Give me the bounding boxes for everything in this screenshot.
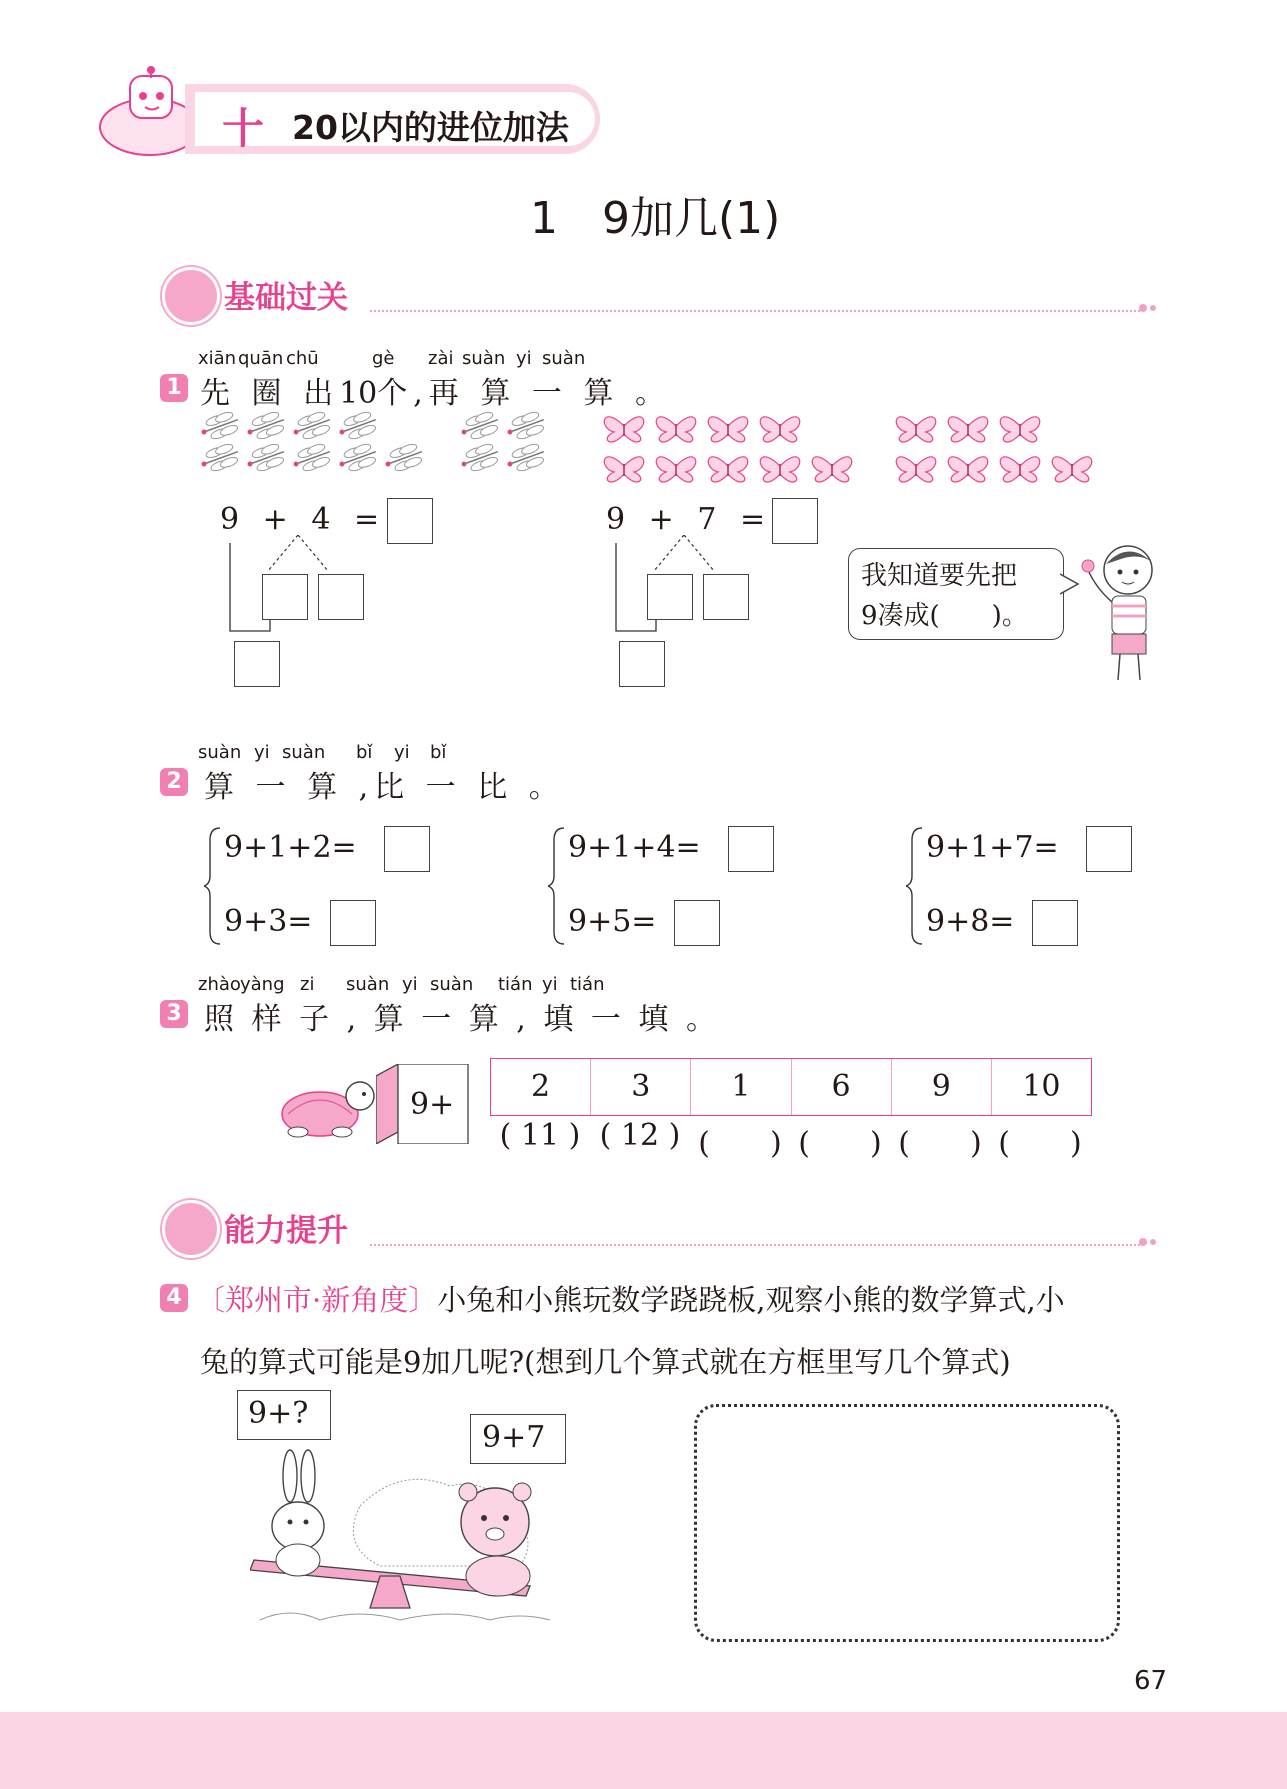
q1-text-a: 先 圈 出 <box>200 376 340 411</box>
bear-label: 9+7 <box>482 1420 546 1455</box>
boy-icon <box>1078 540 1168 690</box>
butterfly-icon <box>604 417 643 442</box>
answer-box[interactable] <box>1086 826 1132 872</box>
butterfly-icon <box>656 457 695 482</box>
pinyin: tián <box>498 974 533 995</box>
pinyin: suàn <box>542 348 586 369</box>
section-boy-icon <box>162 1200 220 1258</box>
speech-bubble <box>848 548 1064 640</box>
butterfly-icon <box>1000 417 1039 442</box>
brace-icon <box>548 826 568 946</box>
butterfly-icon <box>708 417 747 442</box>
q2-group-2 <box>548 820 798 950</box>
butterfly-icon <box>604 457 643 482</box>
q3-answer-cell[interactable]: ( ) <box>898 1126 982 1161</box>
answer-box[interactable] <box>262 574 308 620</box>
butterfly-icon <box>896 457 935 482</box>
pinyin: suàn <box>462 348 506 369</box>
q2-eq-top: 9+1+2= <box>224 830 357 865</box>
seesaw-scene-icon <box>250 1436 570 1636</box>
pinyin: yi <box>542 974 558 995</box>
answer-box[interactable] <box>772 498 818 544</box>
pinyin: bǐ <box>430 742 447 763</box>
answer-box[interactable] <box>647 574 693 620</box>
answer-box[interactable] <box>384 826 430 872</box>
eq-operand: 7 <box>697 502 717 537</box>
butterfly-icon <box>760 457 799 482</box>
page-number: 67 <box>1134 1666 1168 1696</box>
speech-line-1: 我知道要先把 <box>861 561 1018 591</box>
lesson-title: 1 9加几(1) <box>530 193 781 244</box>
rabbit-label: 9+? <box>248 1396 309 1431</box>
answer-box[interactable] <box>619 641 665 687</box>
q4-source-tag: 〔郑州市·新角度〕 <box>196 1283 438 1317</box>
pinyin: bǐ <box>356 742 373 763</box>
q3-input-cell: 10 <box>1022 1069 1061 1104</box>
question-number-4: 4 <box>160 1284 188 1312</box>
dragonfly-group-icon <box>196 410 556 490</box>
q2-eq-top: 9+1+7= <box>926 830 1059 865</box>
dragonfly-icon <box>458 410 502 443</box>
speech-line-2: 9凑成( )。 <box>861 601 1028 631</box>
speech-tail <box>1060 570 1080 600</box>
q1-pinyin-row <box>198 348 618 370</box>
divider-dots-icon <box>1138 1234 1158 1250</box>
q3-input-cell: 1 <box>691 1059 791 1115</box>
q3-answer-cell[interactable]: ( ) <box>998 1126 1082 1161</box>
q3-input-table <box>490 1058 1092 1116</box>
q3-answer-cell[interactable]: ( ) <box>698 1126 782 1161</box>
q2-group-3 <box>906 820 1156 950</box>
pinyin: zhào <box>198 974 241 995</box>
butterfly-icon <box>760 417 799 442</box>
dragonfly-icon <box>198 441 242 475</box>
answer-box[interactable] <box>387 498 433 544</box>
answer-box[interactable] <box>318 574 364 620</box>
pinyin: yi <box>254 742 270 763</box>
butterfly-icon <box>896 417 935 442</box>
turtle-icon <box>272 1066 376 1142</box>
pinyin: tián <box>570 974 605 995</box>
section-divider <box>370 1244 1140 1246</box>
eq-operator: + <box>648 502 674 537</box>
question-number-1: 1 <box>160 374 188 402</box>
answer-box[interactable] <box>674 900 720 946</box>
answer-box[interactable] <box>234 641 280 687</box>
eq-operand: 9 <box>606 502 626 537</box>
brace-icon <box>906 826 926 946</box>
q3-answer-row <box>490 1118 1090 1162</box>
q2-eq-bottom: 9+3= <box>224 904 313 939</box>
section-title-advanced: 能力提升 <box>224 1213 348 1249</box>
eq-operator: + <box>262 502 288 537</box>
pinyin: suàn <box>430 974 474 995</box>
q1-text-num: 10 <box>339 376 378 411</box>
pinyin: quān <box>238 348 284 369</box>
answer-box[interactable] <box>703 574 749 620</box>
pinyin: zài <box>428 348 454 369</box>
dragonfly-icon <box>336 410 380 443</box>
q4-text-a: 小兔和小熊玩数学跷跷板,观察小熊的数学算式,小 <box>437 1283 1065 1317</box>
dragonfly-icon <box>244 441 288 475</box>
q4-text-line1 <box>196 1278 1065 1319</box>
q3-input-cell: 9 <box>892 1059 992 1115</box>
pinyin: yi <box>394 742 410 763</box>
q3-input-cell: 6 <box>792 1059 892 1115</box>
butterfly-icon <box>656 417 695 442</box>
eq-equals: = <box>353 502 380 537</box>
q3-pinyin-row <box>198 974 638 996</box>
dragonfly-icon <box>504 441 548 475</box>
q2-eq-top: 9+1+4= <box>568 830 701 865</box>
answer-box[interactable] <box>728 826 774 872</box>
dragonfly-icon <box>290 441 334 475</box>
pinyin: yàng <box>240 974 285 995</box>
answer-box[interactable] <box>330 900 376 946</box>
q2-text: 算 一 算 ,比 一 比 。 <box>204 770 565 805</box>
eq-operand: 9 <box>220 502 240 537</box>
chapter-title: 20以内的进位加法 <box>292 108 569 147</box>
dragonfly-icon <box>458 441 502 475</box>
q3-answer-cell[interactable]: ( 11 ) <box>499 1118 581 1153</box>
q2-eq-bottom: 9+8= <box>926 904 1015 939</box>
butterfly-group-icon <box>598 406 1098 490</box>
section-title-basic: 基础过关 <box>224 280 348 316</box>
pinyin: gè <box>372 348 395 369</box>
brace-icon <box>204 826 224 946</box>
eq-operand: 4 <box>311 502 331 537</box>
chapter-number: 十 <box>222 104 265 153</box>
q2-group-1 <box>204 820 454 950</box>
butterfly-icon <box>708 457 747 482</box>
q3-answer-cell[interactable]: ( ) <box>798 1126 882 1161</box>
q3-prefix: 9+ <box>410 1087 455 1122</box>
section-divider <box>370 310 1140 312</box>
q4-text-line2: 兔的算式可能是9加几呢?(想到几个算式就在方框里写几个算式) <box>200 1345 1011 1379</box>
pinyin: suàn <box>346 974 390 995</box>
pinyin: yi <box>516 348 532 369</box>
pinyin: suàn <box>282 742 326 763</box>
mascot-icon <box>90 62 200 162</box>
section-girl-icon <box>162 267 220 325</box>
divider-dots-icon <box>1138 300 1158 316</box>
dragonfly-icon <box>290 410 334 443</box>
dragonfly-icon <box>336 441 380 475</box>
butterfly-icon <box>948 417 987 442</box>
pinyin: xiān <box>198 348 237 369</box>
answer-box[interactable] <box>1032 900 1078 946</box>
dragonfly-icon <box>504 410 548 443</box>
question-number-2: 2 <box>160 768 188 796</box>
butterfly-icon <box>1052 457 1091 482</box>
dragonfly-icon <box>382 441 426 475</box>
answer-area[interactable] <box>694 1404 1120 1642</box>
butterfly-icon <box>812 457 851 482</box>
q3-text: 照 样 子 , 算 一 算 , 填 一 填 。 <box>204 1002 720 1037</box>
q3-input-cell: 2 <box>491 1059 591 1115</box>
question-number-3: 3 <box>160 1000 188 1028</box>
q2-eq-bottom: 9+5= <box>568 904 657 939</box>
pinyin: yi <box>402 974 418 995</box>
pinyin: suàn <box>198 742 242 763</box>
q3-answer-cell[interactable]: ( 12 ) <box>599 1118 681 1153</box>
pinyin: chū <box>286 348 319 369</box>
q1-text-b: 个,再 算 一 算 。 <box>377 376 671 411</box>
q2-pinyin-row <box>198 742 498 764</box>
dragonfly-icon <box>244 410 288 443</box>
butterfly-icon <box>1000 457 1039 482</box>
q3-input-cell: 3 <box>591 1059 691 1115</box>
pinyin: zi <box>300 974 315 995</box>
footer-band <box>0 1712 1287 1789</box>
dragonfly-icon <box>198 410 242 443</box>
butterfly-icon <box>948 457 987 482</box>
eq-equals: = <box>739 502 766 537</box>
